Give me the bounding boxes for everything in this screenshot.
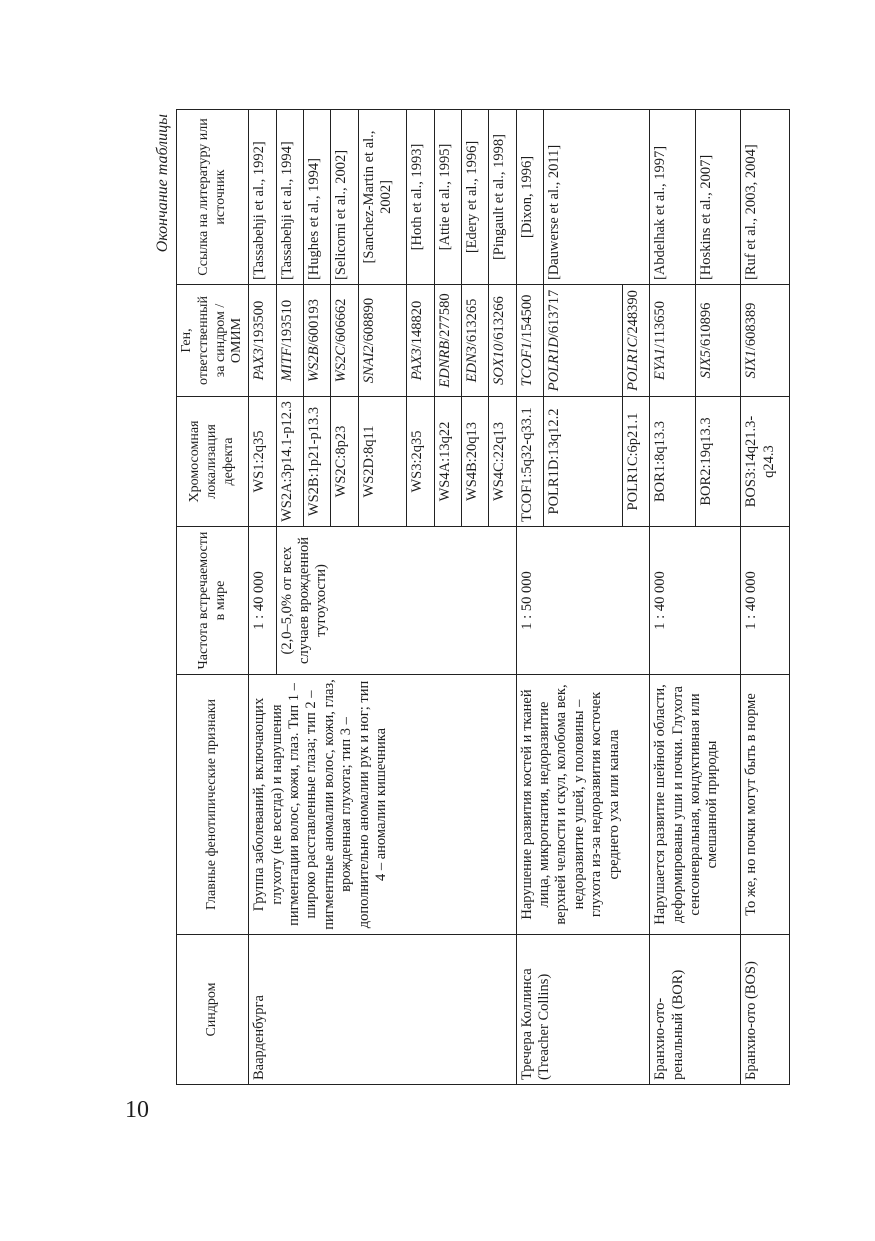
header-reference: Ссылка на литературу или источник [177, 110, 249, 285]
page-number: 10 [125, 1097, 149, 1123]
gene-cell: POLR1C/248390 [622, 285, 649, 397]
locus-cell: TCOF1:5q32-q33.1 [516, 397, 543, 527]
gene-cell: POLR1D/613717 [544, 285, 623, 397]
reference-cell: [Selicorni et al., 2002] [331, 110, 358, 285]
gene-cell: SIX1/608389 [741, 285, 790, 397]
reference-cell: [Ruf et al., 2003, 2004] [741, 110, 790, 285]
table-row [516, 110, 543, 1085]
locus-cell: WS4A:13q22 [434, 397, 461, 527]
locus-cell: WS2B:1p21-p13.3 [303, 397, 330, 527]
locus-cell: WS4C:22q13 [489, 397, 516, 527]
header-features: Главные фенотипические признаки [177, 675, 249, 935]
features-treacher-collins: Нарушение развития костей и тканей лица, микрогнатия, недоразвитие верхней челюсти и скул, колобома век, недоразвитие ушей, у половины – глухота из-за недоразвития косточек среднего уха или канала [516, 675, 650, 935]
locus-cell: BOR2:19q13.3 [695, 397, 741, 527]
reference-cell: [Dauwerse et al., 2011] [544, 110, 650, 285]
gene-cell: TCOF1/154500 [516, 285, 543, 397]
reference-cell: [Abdelhak et al., 1997] [650, 110, 696, 285]
locus-cell: WS2D:8q11 [358, 397, 407, 527]
locus-cell: WS3:2q35 [407, 397, 434, 527]
syndromes-table [176, 109, 790, 1085]
gene-cell: WS2C/606662 [331, 285, 358, 397]
gene-cell: SNAI2/608890 [358, 285, 407, 397]
locus-cell: POLR1C:6p21.1 [622, 397, 649, 527]
table-caption: Окончание таблицы [154, 114, 171, 253]
frequency-waardenburg-note: (2,0–5,0% от всех случаев врожденной тугоухости) [276, 527, 516, 675]
reference-cell: [Tassabehji et al., 1992] [249, 110, 276, 285]
gene-cell: SIX5/610896 [695, 285, 741, 397]
gene-cell: PAX3/193500 [249, 285, 276, 397]
locus-cell: WS1:2q35 [249, 397, 276, 527]
gene-cell: PAX3/148820 [407, 285, 434, 397]
features-bor: Нарушается развитие шейной области, деформированы уши и почки. Глухота сенсоневральная, кондуктивная или смешанной природы [650, 675, 741, 935]
frequency-bor: 1 : 40 000 [650, 527, 741, 675]
frequency-treacher-collins: 1 : 50 000 [516, 527, 650, 675]
reference-cell: [Sanchez-Martin et al., 2002] [358, 110, 407, 285]
gene-cell: SOX10/613266 [489, 285, 516, 397]
frequency-waardenburg: 1 : 40 000 [249, 527, 276, 675]
syndrome-waardenburg: Ваарденбурга [249, 935, 516, 1085]
reference-cell: [Dixon, 1996] [516, 110, 543, 285]
locus-cell: BOR1:8q13.3 [650, 397, 696, 527]
frequency-bos: 1 : 40 000 [741, 527, 790, 675]
locus-cell: WS4B:20q13 [461, 397, 488, 527]
features-bos: То же, но почки могут быть в норме [741, 675, 790, 935]
locus-cell: POLR1D:13q12.2 [544, 397, 623, 527]
reference-cell: [Hoth et al., 1993] [407, 110, 434, 285]
reference-cell: [Attie et al., 1995] [434, 110, 461, 285]
header-gene: Ген, ответственный за синдром / ОМИМ [177, 285, 249, 397]
reference-cell: [Edery et al., 1996] [461, 110, 488, 285]
gene-cell: EYA1/113650 [650, 285, 696, 397]
header-locus: Хромосомная локализация дефекта [177, 397, 249, 527]
header-syndrome: Синдром [177, 935, 249, 1085]
gene-cell: EDN3/613265 [461, 285, 488, 397]
features-waardenburg: Группа заболеваний, включающих глухоту (не всегда) и нарушения пигментации волос, кожи, глаз. Тип 1 – широко расставленные глаза; тип 2 – пигментные аномалии волос, кожи, глаз, врожденная глухота; тип 3 – дополнительно аномалии рук и ног; тип 4 – аномалии кишечника [249, 675, 516, 935]
reference-cell: [Hughes et al., 1994] [303, 110, 330, 285]
header-frequency: Частота встречаемости в мире [177, 527, 249, 675]
reference-cell: [Hoskins et al., 2007] [695, 110, 741, 285]
locus-cell: BOS3:14q21.3-q24.3 [741, 397, 790, 527]
locus-cell: WS2C:8p23 [331, 397, 358, 527]
table-row [249, 110, 276, 1085]
locus-cell: WS2A:3p14.1-p12.3 [276, 397, 303, 527]
table-row [650, 110, 696, 1085]
syndrome-treacher-collins: Тречера Коллинса (Treacher Collins) [516, 935, 650, 1085]
syndrome-bos: Бранхио-ото (BOS) [741, 935, 790, 1085]
reference-cell: [Tassabehji et al., 1994] [276, 110, 303, 285]
table-header-row [177, 110, 249, 1085]
gene-cell: MITF/193510 [276, 285, 303, 397]
gene-cell: WS2B/600193 [303, 285, 330, 397]
gene-cell: EDNRB/277580 [434, 285, 461, 397]
reference-cell: [Pingault et al., 1998] [489, 110, 516, 285]
syndrome-bor: Бранхио-ото-ренальный (BOR) [650, 935, 741, 1085]
rotated-table-area [150, 110, 800, 1085]
table-row [741, 110, 790, 1085]
